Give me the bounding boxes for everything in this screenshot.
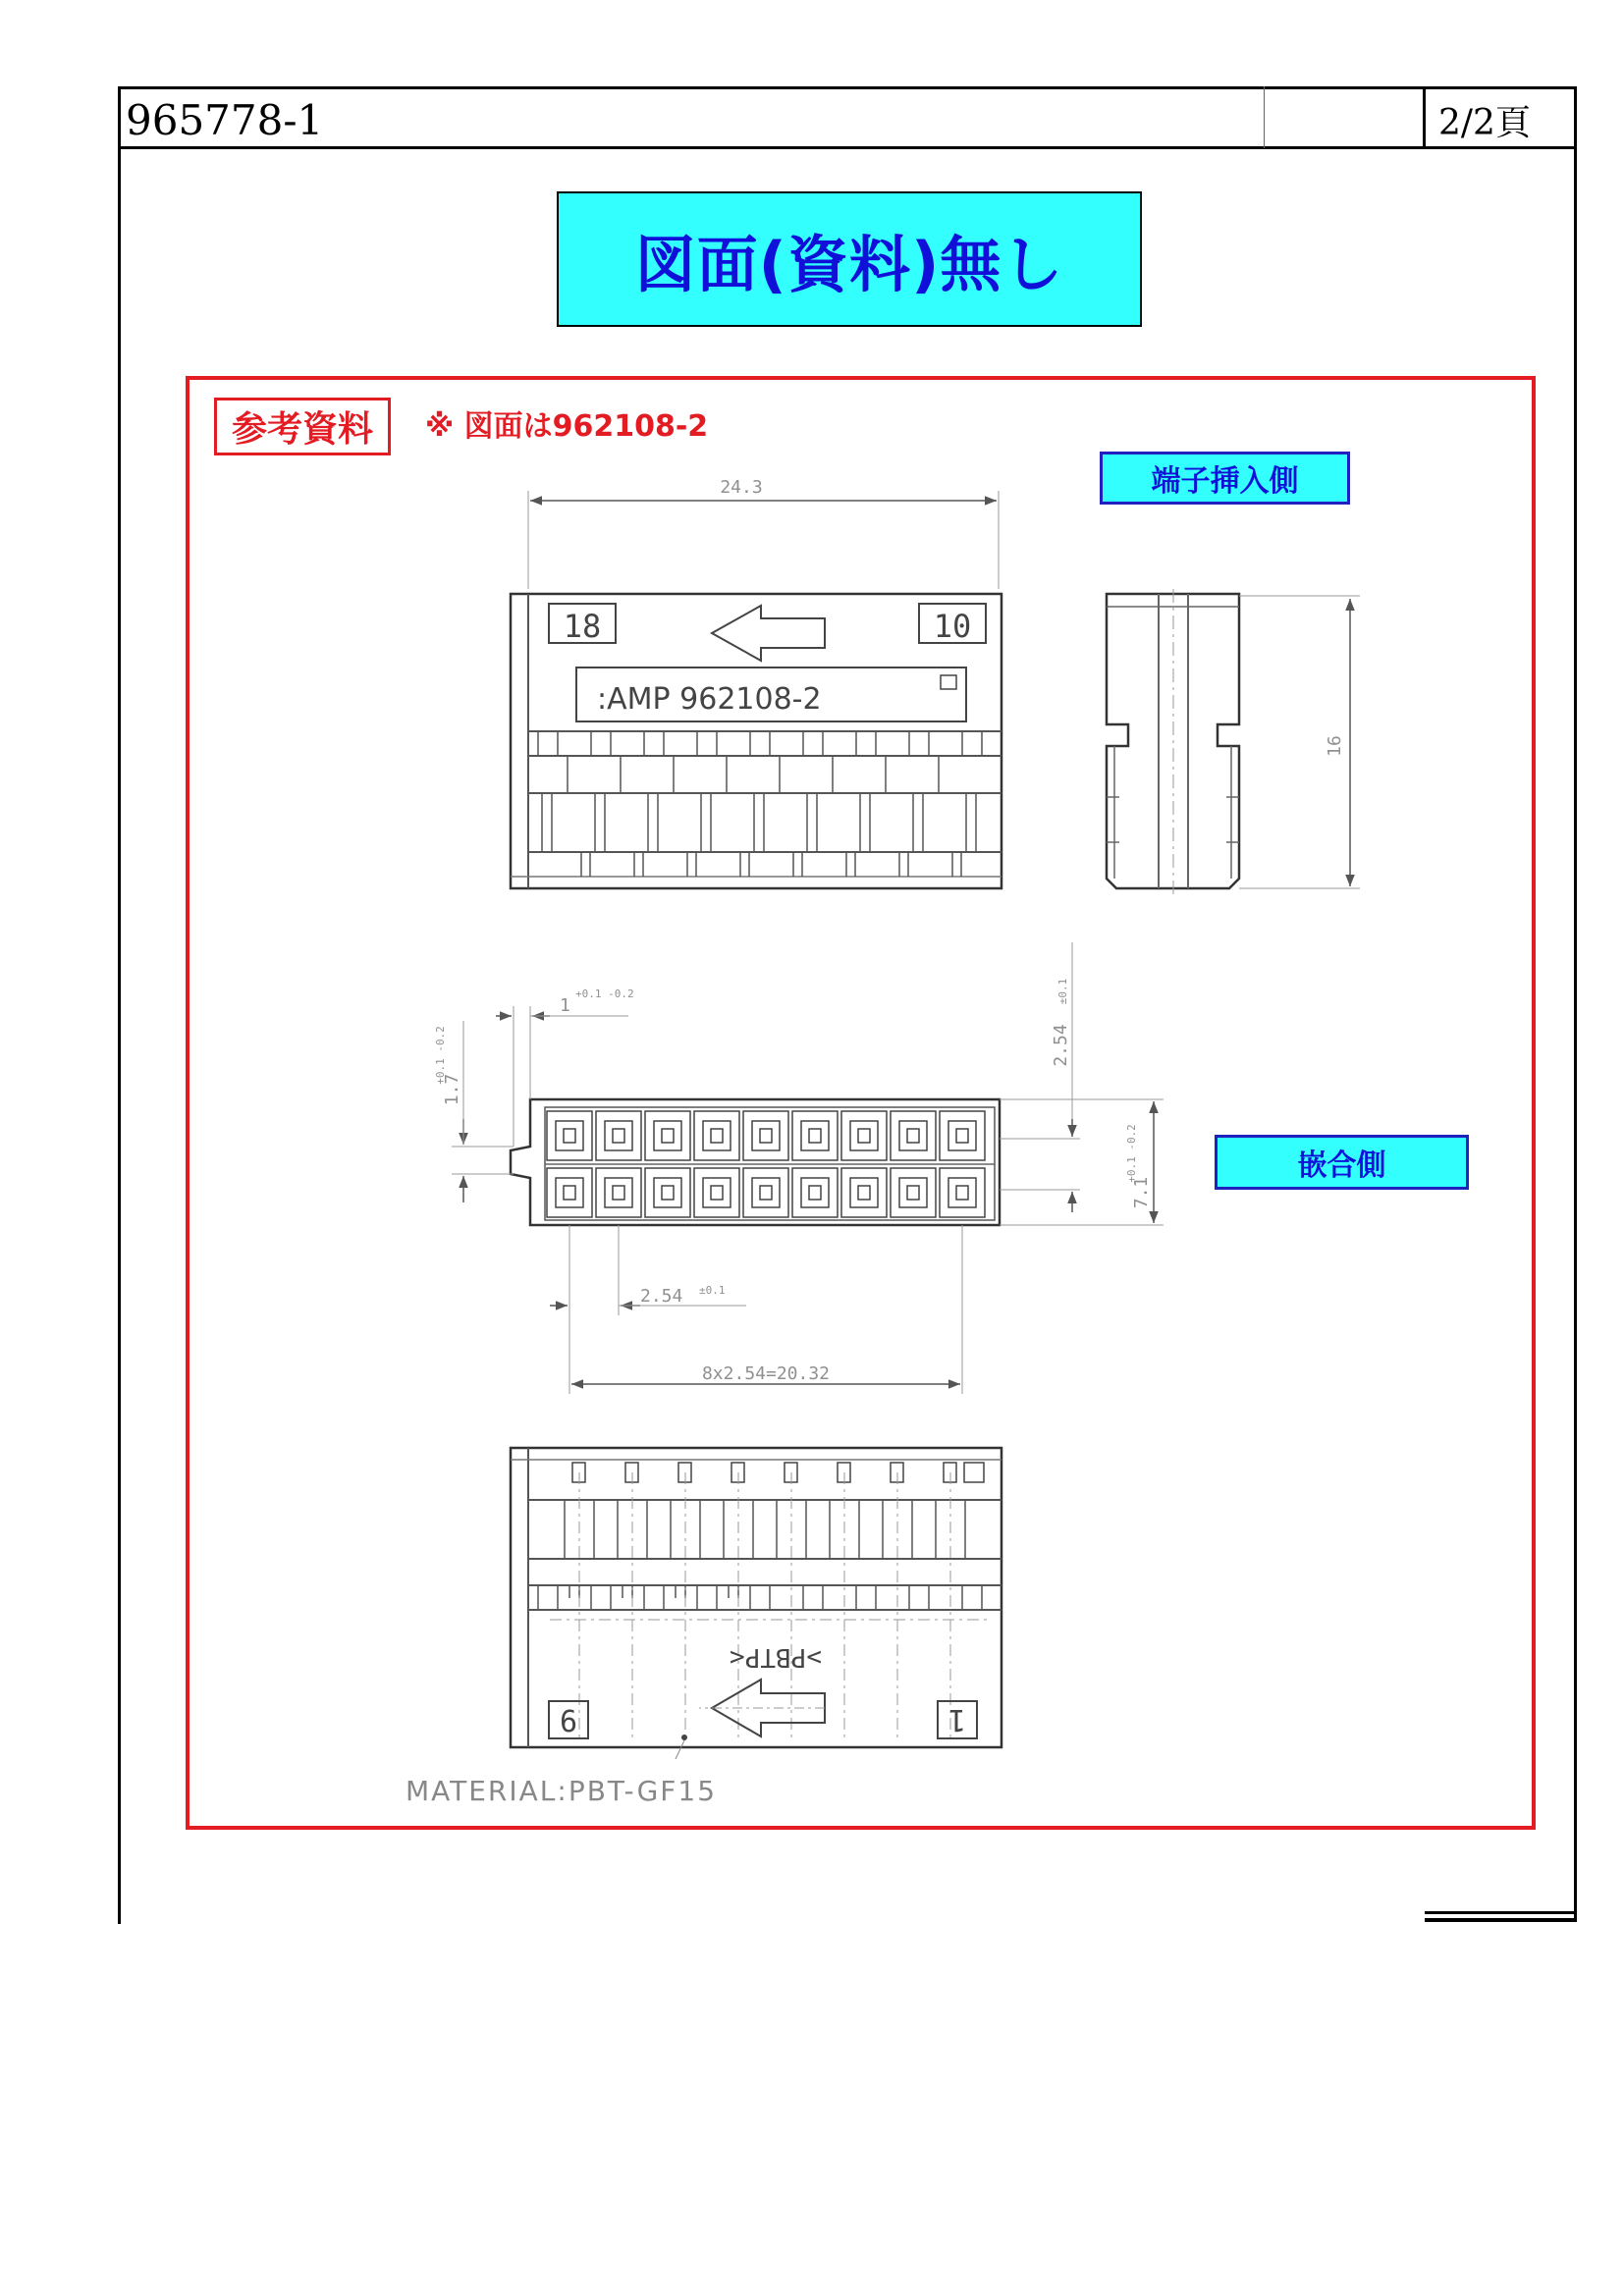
- terminal-insertion-side-label: 端子挿入側: [1100, 452, 1350, 505]
- dim-1-7-tol: +0.1 -0.2: [434, 1026, 447, 1085]
- material-note: MATERIAL:PBT-GF15: [406, 1775, 718, 1807]
- top-width-dim: 24.3: [720, 477, 763, 498]
- dim-pitch-tol: ±0.1: [699, 1284, 726, 1297]
- dim-2-54-vertical-tol: ±0.1: [1056, 978, 1069, 1005]
- dim-pitch: 2.54: [640, 1286, 683, 1307]
- polarity-marking: >PBTP<: [730, 1642, 822, 1672]
- dim-span: 8x2.54=20.32: [701, 1363, 831, 1384]
- bottom-view: [511, 1448, 1001, 1759]
- dim-2-54-vertical: 2.54: [1051, 1024, 1071, 1067]
- dim-7-1-tol: +0.1 -0.2: [1125, 1124, 1138, 1183]
- part-marking: :AMP 962108-2: [597, 682, 822, 717]
- top-cavity-right-num: 10: [933, 608, 972, 645]
- bottom-cavity-left-num: 9: [559, 1702, 578, 1736]
- page-indicator: 2/2頁: [1438, 103, 1531, 143]
- side-view: [1107, 589, 1360, 895]
- front-view: [452, 942, 1164, 1394]
- reference-tag: 参考資料: [214, 398, 391, 455]
- dim-7-1: 7.1: [1131, 1176, 1152, 1209]
- mating-side-label: 嵌合側: [1215, 1135, 1469, 1190]
- reference-note: ※ 図面は962108-2: [425, 409, 709, 444]
- dim-1-7: 1.7: [442, 1073, 462, 1106]
- dim-1: 1: [560, 995, 570, 1016]
- no-drawing-label: 図面(資料)無し: [634, 228, 1064, 300]
- dim-1-tol: +0.1 -0.2: [575, 988, 634, 1000]
- side-height-dim: 16: [1325, 735, 1345, 757]
- document-number: 965778-1: [126, 96, 324, 144]
- top-cavity-left-num: 18: [563, 608, 602, 645]
- bottom-cavity-right-num: 1: [947, 1702, 967, 1736]
